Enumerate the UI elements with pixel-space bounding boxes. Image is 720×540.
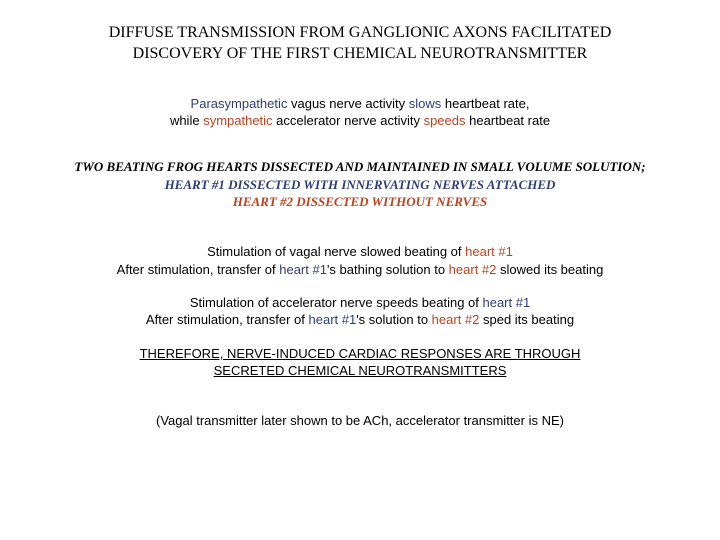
heart-2-term: heart #2 <box>431 312 480 327</box>
speeds-term: speeds <box>423 113 466 128</box>
vagal-line-2 <box>0 262 720 277</box>
accel-text: 's solution to <box>356 312 432 327</box>
heart-1-term: heart #1 <box>482 295 531 310</box>
intro-line-2 <box>0 113 720 128</box>
parasympathetic-term: Parasympathetic <box>190 96 288 111</box>
heart-1-term: heart #1 <box>465 244 513 259</box>
conclusion-line-1: THEREFORE, NERVE-INDUCED CARDIAC RESPONSES ARE THROUGH <box>139 346 581 361</box>
heart-2-term: heart #2 <box>448 262 497 277</box>
transmitter-note: (Vagal transmitter later shown to be ACh, accelerator transmitter is NE) <box>156 413 564 428</box>
conclusion-line-2: SECRETED CHEMICAL NEUROTRANSMITTERS <box>213 363 507 378</box>
intro-text: heartbeat rate <box>465 113 551 128</box>
setup-line-2: HEART #1 DISSECTED WITH INNERVATING NERVES ATTACHED <box>164 177 556 192</box>
intro-line-1 <box>0 96 720 111</box>
intro-text: heartbeat rate, <box>441 96 530 111</box>
accel-line-1 <box>0 295 720 310</box>
heart-1-term: heart #1 <box>279 262 327 277</box>
accel-text: sped its beating <box>479 312 575 327</box>
vagal-text: After stimulation, transfer of <box>116 262 280 277</box>
sympathetic-term: sympathetic <box>203 113 273 128</box>
intro-text: while <box>169 113 204 128</box>
intro-text: vagus nerve activity <box>287 96 409 111</box>
vagal-text: Stimulation of vagal nerve slowed beating of <box>207 244 466 259</box>
title-line-1: DIFFUSE TRANSMISSION FROM GANGLIONIC AXONS FACILITATED <box>108 24 612 41</box>
accel-line-2 <box>0 312 720 327</box>
vagal-text: 's bathing solution to <box>326 262 449 277</box>
vagal-text: slowed its beating <box>496 262 604 277</box>
heart-1-term: heart #1 <box>308 312 357 327</box>
setup-line-3: HEART #2 DISSECTED WITHOUT NERVES <box>232 194 488 209</box>
vagal-line-1 <box>0 244 720 259</box>
slows-term: slows <box>408 96 442 111</box>
accel-text: Stimulation of accelerator nerve speeds beating of <box>189 295 483 310</box>
title-line-2: DISCOVERY OF THE FIRST CHEMICAL NEUROTRANSMITTER <box>132 45 588 62</box>
accel-text: After stimulation, transfer of <box>145 312 309 327</box>
setup-line-1: TWO BEATING FROG HEARTS DISSECTED AND MAINTAINED IN SMALL VOLUME SOLUTION; <box>74 159 646 174</box>
intro-text: accelerator nerve activity <box>272 113 424 128</box>
